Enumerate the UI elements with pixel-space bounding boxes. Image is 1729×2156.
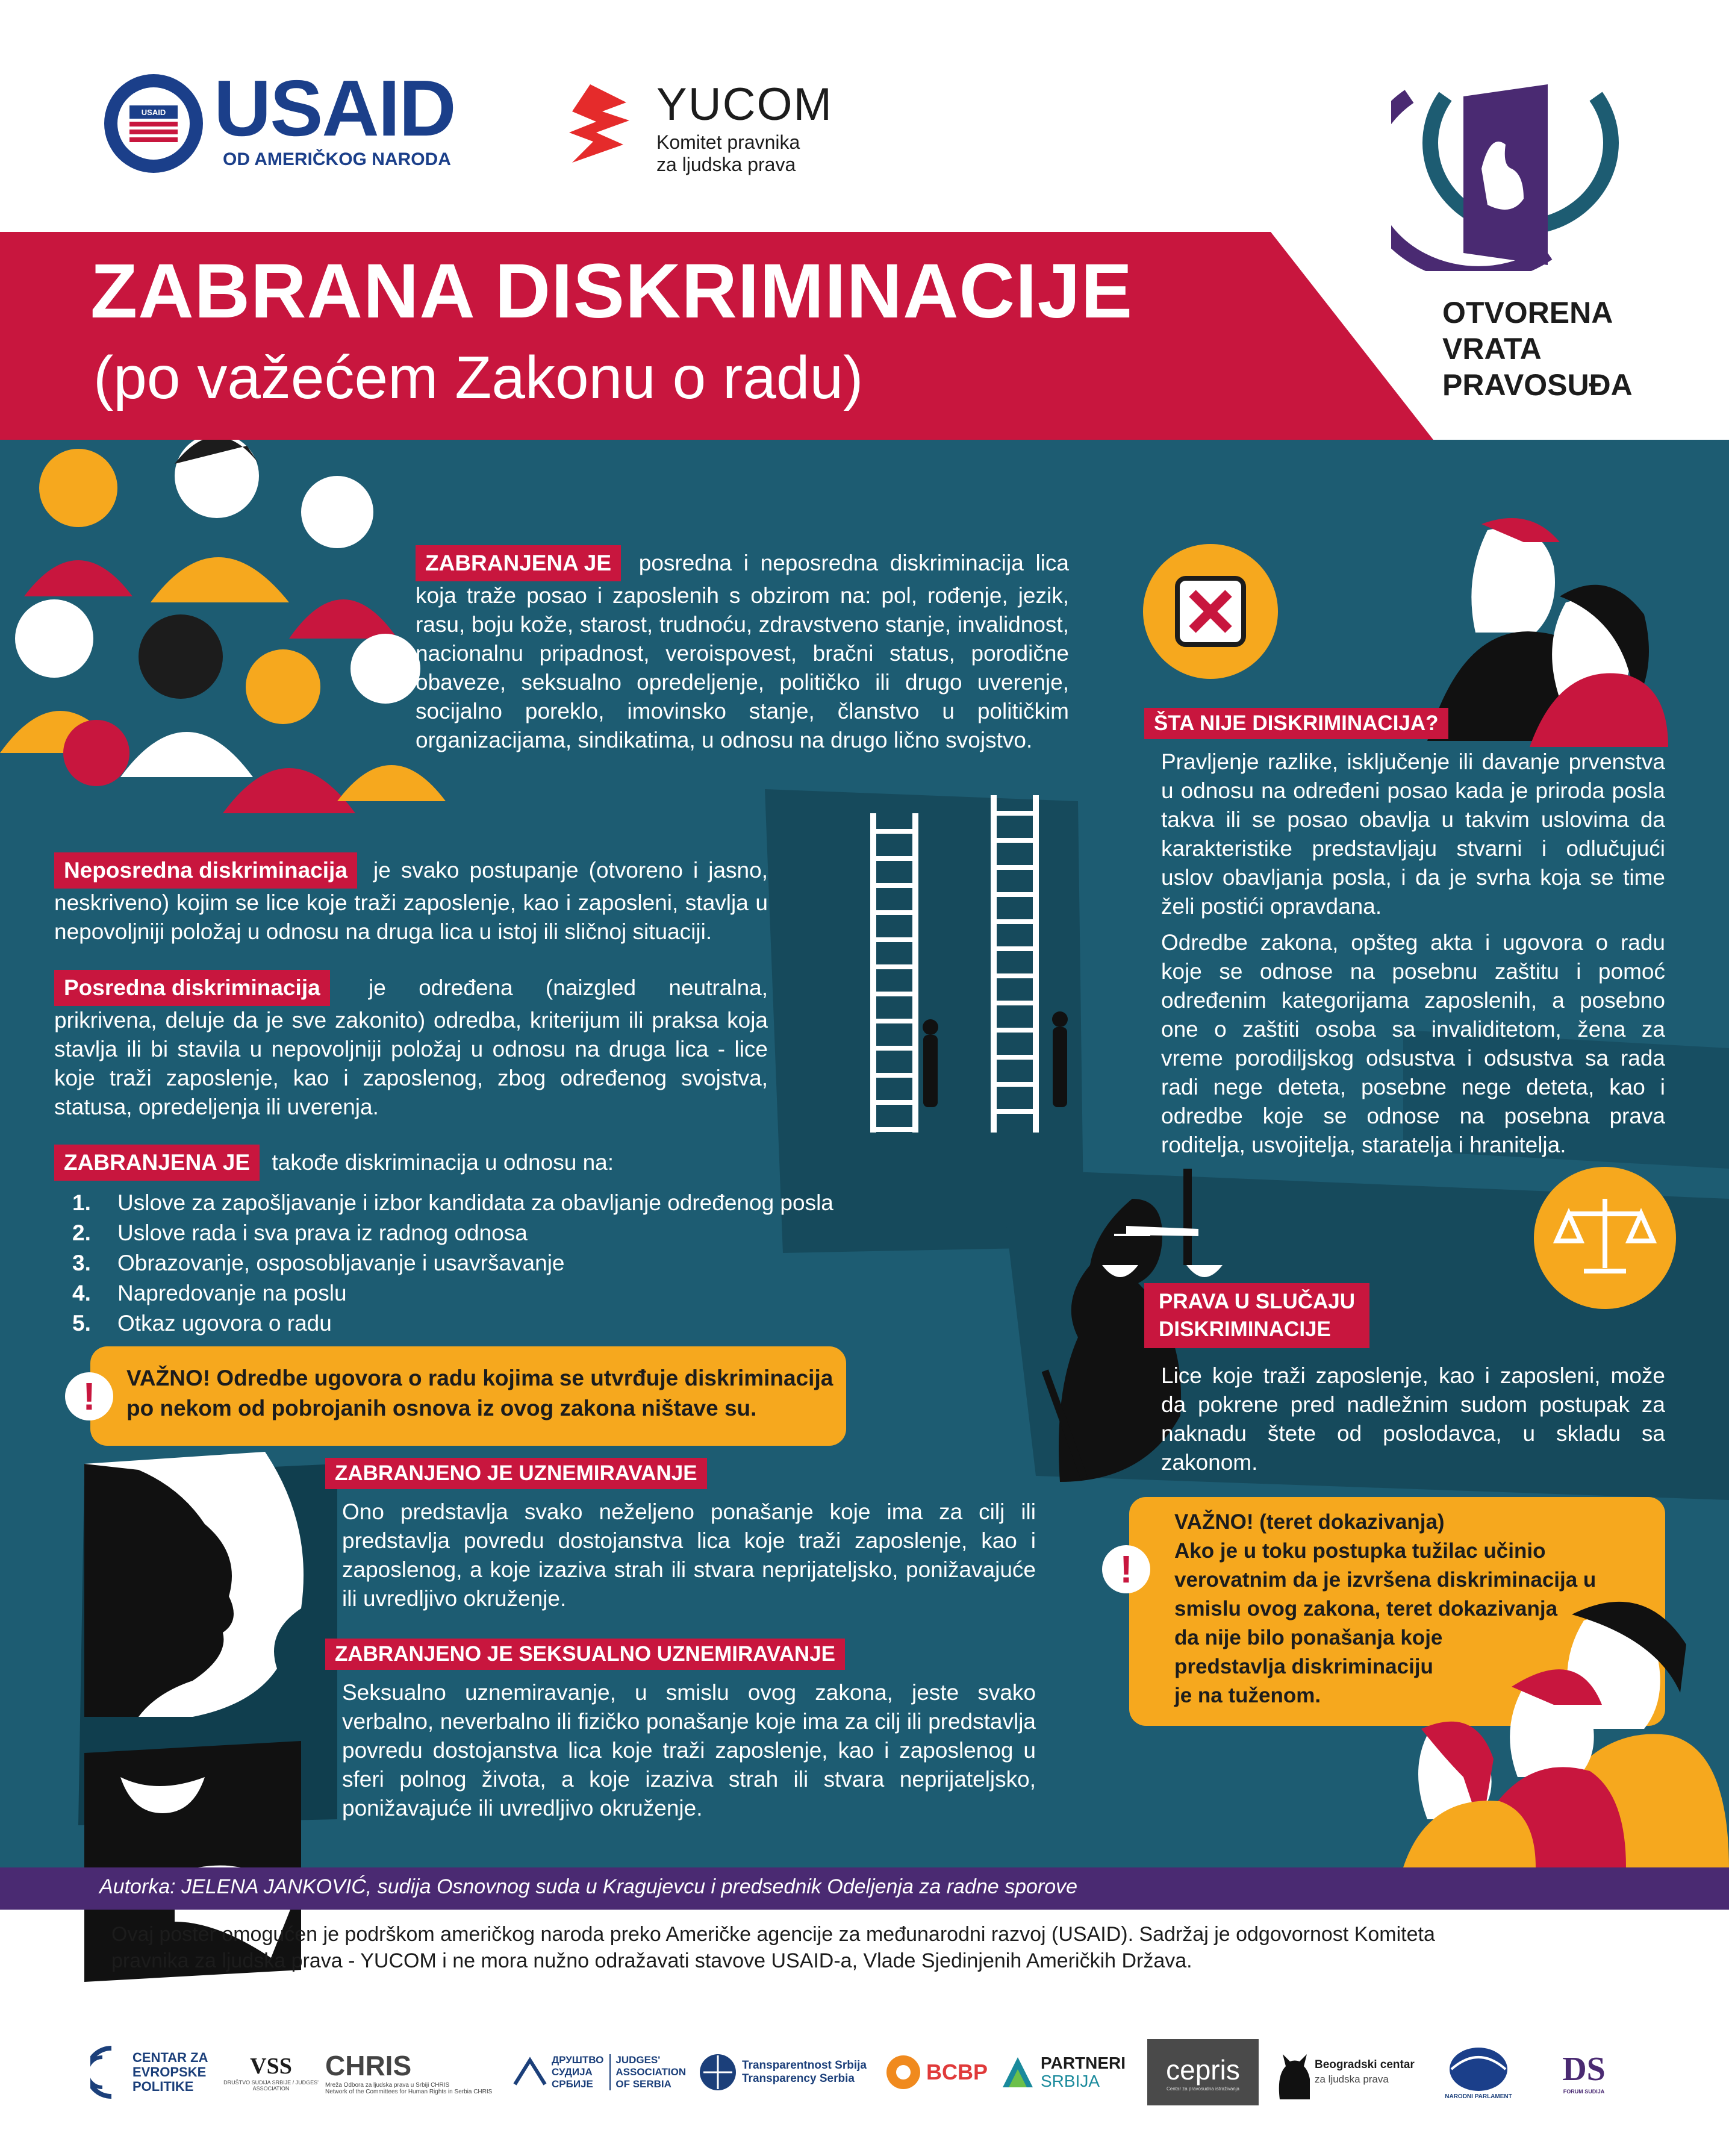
list-text: Uslove za zapošljavanje i izbor kandidata za obavljanje određenog posla [117,1190,833,1215]
list-number: 3. [72,1251,91,1275]
list-text: Obrazovanje, osposobljavanje i usavršavanje [117,1251,565,1275]
vss-caption: DRUŠTVO SUDIJA SRBIJE / JUDGES' ASSOCIATION [223,2079,319,2092]
dss-cyr [552,2054,603,2090]
not-discrimination-p2: Odredbe zakona, opšteg akta i ugovora o radu koje se odnose na posebnu zaštitu i pomoć određenim kategorijama zaposlenih, a posebno one o zaštiti osoba sa invaliditetom, žena za vreme porodiljskog odsustva i odsustva sa rada radi nege deteta, posebne nege deteta, kao i odredbe koje se odnose na posebna prava roditelja, usvojitelja, staratelja i hranitelja. [1161,930,1665,1157]
cepris-name: cepris [1166,2054,1240,2086]
dss-logo [512,2039,693,2105]
harassment-section [325,1458,1036,1613]
rights-tag-line2: DISKRIMINACIJE [1159,1317,1331,1341]
list-item [72,1278,837,1308]
harassment-tag: ZABRANJENO JE UZNEMIRAVANJE [325,1458,707,1489]
direct-text: je svako postupanje (otvoreno i jasno, neskriveno) kojim se lice koje traži zaposlenje, kao i zaposleni, stavlja u nepovoljniji položaj u odnosu na druga lica u istoj ili sličnoj situaciji. [54,858,768,944]
page-subtitle: (po važećem Zakonu o radu) [93,344,864,411]
not-discrimination-section [1144,708,1665,1160]
list-number: 1. [72,1190,91,1215]
rights-tag-line1: PRAVA U SLUČAJU [1159,1290,1356,1313]
list-number: 5. [72,1311,91,1336]
chris-logo [325,2039,506,2105]
cep-logo [90,2039,229,2105]
warning-2-line: verovatnim da je izvršena diskriminacija u [1174,1568,1597,1592]
np-name: NARODNI PARLAMENT [1445,2093,1512,2100]
cat-icon [1274,2045,1310,2099]
usaid-logo [102,64,455,175]
yucom-line2: za ljudska prava [656,154,796,175]
usaid-seal-label: USAID [141,108,166,117]
dss-en-3: OF SERBIA [615,2078,671,2090]
list-item [72,1188,837,1218]
also-section [54,1145,837,1339]
usaid-seal-icon [102,72,205,175]
cepris-logo [1147,2039,1259,2105]
rights-section [1144,1283,1665,1477]
dss-cyr-3: СРБИЈЕ [552,2078,593,2090]
yucom-logo [566,78,867,181]
warning-2-title: VAŽNO! (teret dokazivanja) [1174,1510,1445,1534]
harassment-text: Ono predstavlja svako neželjeno ponašanje koje ima za cilj ili predstavlja povredu dostojanstva lica koje traži zaposlenje, kao i zaposlenog, a koje izaziva strah ili stvara neprijateljsko, ponižavajuće ili uvredljivo okruženje. [342,1499,1036,1611]
partneri-logo [1000,2039,1138,2105]
sexual-harassment-tag: ZABRANJENO JE SEKSUALNO UZNEMIRAVANJE [325,1639,845,1670]
also-text: takođe diskriminacija u odnosu na: [272,1150,614,1175]
direct-section [54,852,768,946]
rights-tag [1144,1283,1369,1348]
vss-mark: VSS [250,2054,292,2079]
cep-globe-icon [90,2045,132,2099]
ds-mark: DS [1562,2051,1606,2088]
warning-1-line1: VAŽNO! Odredbe ugovora o radu kojima se utvrđuje diskriminacija [126,1366,833,1390]
warning-2-icon: ! [1102,1545,1150,1593]
people-illustration-bottom [1403,1596,1729,1867]
vss-logo [223,2039,319,2105]
list-item [72,1308,837,1339]
transparency-logo [699,2039,879,2105]
rights-text: Lice koje traži zaposlenje, kao i zaposleni, može da pokrene pred nadležnim sudom postupak za naknadu štete od poslodavca, u skladu sa zakonom. [1161,1363,1665,1475]
bc-line2: za ljudska prava [1315,2073,1389,2085]
chris-sub2: Network of the Committees for Human Rights in Serbia CHRIS [325,2089,493,2095]
list-text: Napredovanje na poslu [117,1281,347,1305]
cep-name: CENTAR ZA EVROPSKE POLITIKE [132,2050,208,2094]
ovp-line3: PRAVOSUĐA [1442,368,1633,402]
yucom-line1: Komitet pravnika [656,131,800,153]
also-tag: ZABRANJENA JE [54,1145,260,1181]
dss-cyr-2: СУДИЈА [552,2066,593,2078]
direct-paragraph [54,852,768,946]
indirect-section [54,970,768,1122]
list-text: Uslove rada i sva prava iz radnog odnosa [117,1220,528,1245]
list-item [72,1248,837,1278]
indirect-paragraph [54,970,768,1122]
list-number: 2. [72,1220,91,1245]
indirect-tag: Posredna diskriminacija [54,970,330,1006]
partneri-triangle-icon [1000,2054,1036,2090]
bcbp-logo [885,2039,994,2105]
not-discrimination-tag: ŠTA NIJE DISKRIMINACIJA? [1144,708,1448,739]
warning-1-icon: ! [65,1372,113,1420]
yucom-wordmark: YUCOM [656,79,833,130]
ds-logo [1539,2039,1629,2105]
chris-name: CHRIS [325,2050,412,2081]
warning-1-line2: po nekom od pobrojanih osnova iz ovog zakona ništave su. [126,1396,757,1420]
chris-sub1: Mreža Odbora za ljudska prava u Srbiji CHRIS [325,2082,450,2089]
bc-logo [1274,2039,1424,2105]
cepris-sub: Centar za pravosudna istraživanja [1167,2086,1239,2092]
ovp-line1: OTVORENA [1442,296,1613,330]
indirect-text: je određena (naizgled neutralna, prikrivena, deluje da je sve zakonito) odredba, kriterijum ili praksa koja stavlja ili bi stavila u nepovoljniji položaj u odnosu na druga lica - lice koje traži zaposlenje, kao i zaposlenog, zbog određenog svojstva, statusa, opredeljenja ili uverenja. [54,975,768,1119]
not-discrimination-p1: Pravljenje razlike, isključenje ili davanje prvenstva u odnosu na određeni posao kada je priroda posla takva ili se posao obavlja u takvim uslovima da karakteristike predstavljaju stvarni i odlučujući uslov obavljanja posla, i da je svrha koja se time želi postići opravdana. [1161,749,1665,919]
sexual-harassment-text: Seksualno uznemiravanje, u smislu ovog zakona, jeste svako verbalno, neverbalno ili fizičko ponašanje koje ima za cilj ili predstavlja povredu dostojanstva lica koje traži zaposlenje, kao i zaposlenog u sferi polnog života, a koje izaziva strah ili stvara neprijateljsko, ponižavajuće ili uvredljivo okruženje. [342,1680,1036,1820]
dss-en-1: JUDGES' [615,2054,661,2066]
list-text: Otkaz ugovora o radu [117,1311,332,1336]
usaid-tagline: OD AMERIČKOG NARODA [223,149,451,169]
x-checkbox-icon [1141,542,1280,681]
sexual-harassment-section [325,1639,1036,1823]
also-heading [54,1145,837,1181]
also-list [72,1188,837,1339]
ovp-line2: VRATA [1442,332,1542,366]
ds-sub: FORUM SUDIJA [1563,2089,1605,2095]
page-title: ZABRANA DISKRIMINACIJE [90,248,1133,334]
ovp-door-icon [1391,72,1620,271]
dss-en-2: ASSOCIATION [615,2066,687,2078]
usaid-wordmark: USAID [214,64,455,152]
bcbp-circle-icon [885,2054,921,2090]
intro-section [416,545,1069,755]
yucom-flame-icon [566,84,632,163]
partneri-text [1041,2054,1126,2090]
warning-2-line: je na tuženom. [1174,1684,1321,1707]
transparency-globe-icon [699,2053,737,2092]
crowd-illustration [0,440,482,813]
partneri-line1: PARTNERI [1041,2054,1126,2072]
dss-en [609,2054,686,2090]
list-number: 4. [72,1281,91,1305]
partneri-line2: SRBIJA [1041,2072,1100,2090]
disclaimer-line1: Ovaj poster omogućen je podrškom američkog naroda preko Američke agencije za međunarodni razvoj (USAID). Sadržaj je odgovornost Komiteta [111,1923,1435,1946]
intro-text: posredna i neposredna diskriminacija lica koja traže posao i zaposlenih s obzirom na: pol, rođenje, jezik, rasu, boju kože, starost, trudnoću, zdravstveno stanje, invalidnost, nacionalnu pripadnost, veroispovest, bračni status, porodične obaveze, seksualno opredeljenje, političko ili drugo uverenje, socijalno poreklo, imovinsko stanje, članstvo u političkim organizacijama, sindikatima, u odnosu na drugo lično svojstvo. [416,551,1069,752]
np-logo [1430,2039,1527,2105]
bc-line1: Beogradski centar [1315,2058,1415,2071]
bcbp-name: BCBP [926,2060,988,2084]
author-credit: Autorka: JELENA JANKOVIĆ, sudija Osnovnog suda u Kragujevcu i predsednik Odeljenja za radne sporove [99,1875,1078,1898]
warning-2-line: da nije bilo ponašanja koje [1174,1626,1443,1649]
warning-box-1 [90,1346,846,1446]
intro-paragraph [416,545,1069,755]
list-item [72,1218,837,1248]
np-globe-icon [1448,2045,1509,2093]
disclaimer-line2: pravnika za ljudska prava - YUCOM i ne mora nužno odražavati stavove USAID-a, Vlade Sjedinjenih Američkih Država. [111,1949,1192,1972]
ladders-illustration [849,795,1078,1145]
transparency-text [742,2059,867,2086]
transparency-line1: Transparentnost Srbija [742,2059,867,2072]
direct-tag: Neposredna diskriminacija [54,852,357,889]
warning-2-line: smislu ovog zakona, teret dokazivanja [1174,1597,1558,1620]
dss-wave-icon [512,2054,548,2090]
intro-tag: ZABRANJENA JE [416,545,621,581]
transparency-line2: Transparency Serbia [742,2072,855,2085]
warning-2-line: predstavlja diskriminaciju [1174,1655,1433,1678]
warning-2-line: Ako je u toku postupka tužilac učinio [1174,1539,1546,1563]
bc-text [1315,2058,1415,2087]
dss-cyr-1: ДРУШТВО [552,2054,604,2066]
